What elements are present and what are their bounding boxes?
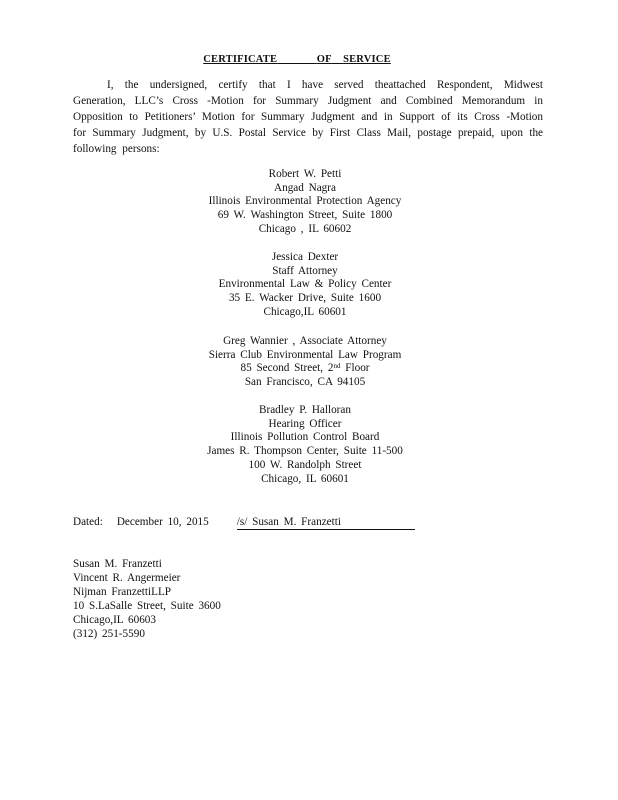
recipient-line-floor: 85 Second Street, 2nd Floor — [240, 362, 370, 375]
recipient-block-3 — [150, 335, 460, 390]
recipient-line: 35 E. Wacker Drive, Suite 1600 — [228, 292, 382, 305]
recipient-line: San Francisco, CA 94105 — [244, 376, 366, 389]
recipient-line: 100 W. Randolph Street — [248, 458, 362, 471]
recipient-block-1 — [150, 168, 460, 237]
recipient-line: Sierra Club Environmental Law Program — [208, 348, 402, 361]
recipient-line: Illinois Pollution Control Board — [230, 431, 380, 444]
recipient-block-4 — [150, 404, 460, 486]
recipient-line: Chicago, IL 60601 — [261, 472, 349, 485]
signer-line: Nijman FranzettiLLP — [73, 586, 172, 598]
recipient-line: Robert W. Petti — [268, 168, 342, 180]
dated-label: Dated: — [73, 516, 103, 528]
recipient-line: Staff Attorney — [272, 264, 338, 277]
ordinal-superscript: nd — [333, 362, 341, 371]
recipient-line: Angad Nagra — [274, 181, 336, 194]
signer-block — [73, 557, 221, 641]
recipient-line: Hearing Officer — [268, 417, 342, 430]
recipient-line: Jessica Dexter — [271, 251, 339, 263]
recipient-line: James R. Thompson Center, Suite 11-500 — [207, 445, 403, 458]
signature-line: /s/ Susan M. Franzetti — [237, 515, 415, 530]
signer-line: (312) 251-5590 — [73, 628, 145, 640]
recipient-line: Greg Wannier , Associate Attorney — [223, 335, 387, 347]
recipient-line: Bradley P. Halloran — [259, 404, 351, 416]
recipient-line: Illinois Environmental Protection Agency — [208, 195, 402, 208]
recipient-line: Environmental Law & Policy Center — [218, 278, 392, 291]
floor-word: Floor — [345, 362, 370, 375]
signer-line: Vincent R. Angermeier — [73, 572, 181, 584]
document-title — [0, 52, 618, 68]
signer-line: Chicago,IL 60603 — [73, 614, 156, 626]
recipient-line: Chicago,IL 60601 — [263, 305, 347, 318]
recipient-line: Chicago , IL 60602 — [258, 222, 352, 235]
signer-line: Susan M. Franzetti — [73, 558, 162, 570]
dated-date: December 10, 2015 — [116, 516, 209, 528]
title-word-of: OF — [316, 54, 332, 65]
recipient-block-2 — [150, 251, 460, 320]
dated-line — [73, 514, 533, 530]
title-word-service: SERVICE — [343, 54, 391, 65]
certification-paragraph: I, the undersigned, certify that I have served theattached Respondent, Midwest Generation, LLC’s Cross -Motion for Summary Judgment and Combined Memorandum in Opposition to Petitioners’ Motion for Summary Judgment and in Support of its Cross -Motion for Summary Judgment, by U.S. Postal Service by First Class Mail, postage prepaid, upon the following persons: — [73, 79, 543, 155]
title-word-certificate: CERTIFICATE — [203, 54, 278, 65]
signer-line: 10 S.LaSalle Street, Suite 3600 — [73, 600, 221, 612]
recipient-line: 69 W. Washington Street, Suite 1800 — [217, 209, 393, 222]
